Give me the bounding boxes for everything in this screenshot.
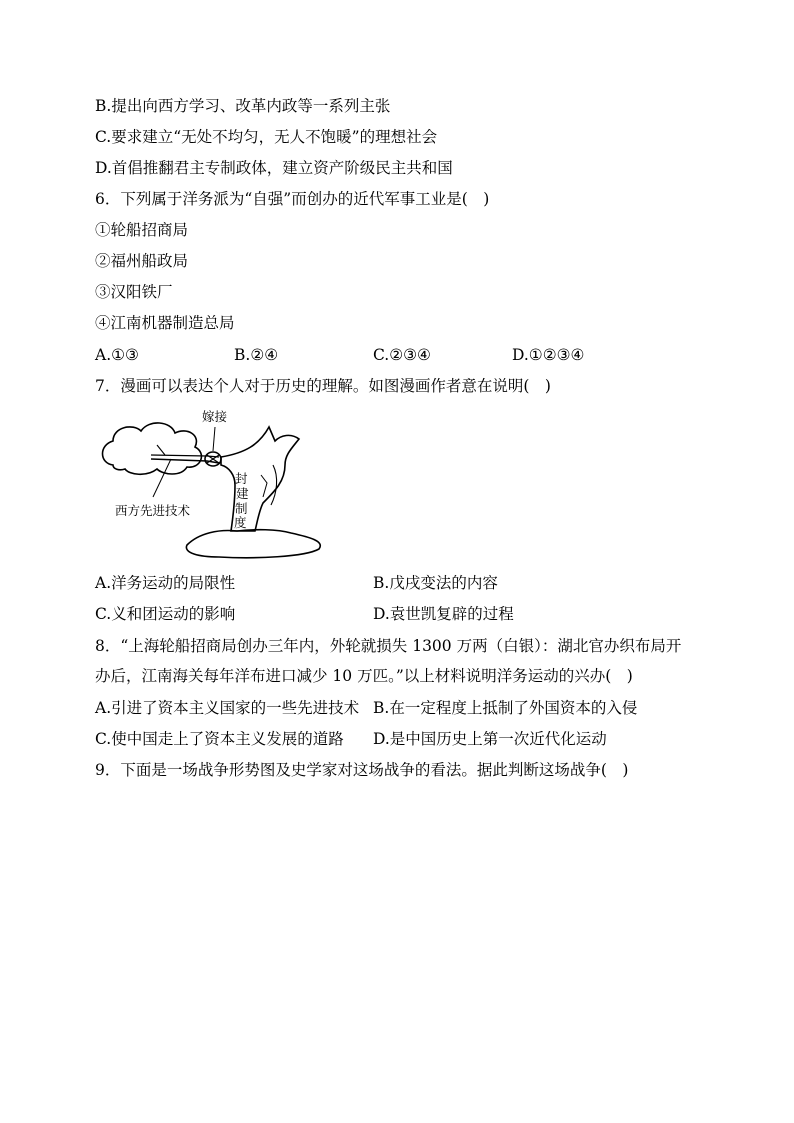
q6-option-d: D.①②③④ <box>512 346 585 364</box>
label-tree-2: 建 <box>236 486 249 501</box>
q7-option-c: C.义和团运动的影响 <box>95 605 236 623</box>
q8-option-a: A.引进了资本主义国家的一些先进技术 <box>95 699 360 717</box>
q6-item-1: ①轮船招商局 <box>95 221 189 239</box>
q6-option-a: A.①③ <box>95 346 139 364</box>
q8-option-c: C.使中国走上了资本主义发展的道路 <box>95 730 344 748</box>
q6-item-3: ③汉阳铁厂 <box>95 283 173 301</box>
label-graft: 嫁接 <box>202 409 228 424</box>
q6-item-4: ④江南机器制造总局 <box>95 314 235 332</box>
q8-option-b: B.在一定程度上抵制了外国资本的入侵 <box>373 699 638 717</box>
q7-stem: 7．漫画可以表达个人对于历史的理解。如图漫画作者意在说明( ) <box>95 377 551 395</box>
label-branch: 西方先进技术 <box>115 503 191 518</box>
q6-option-b: B.②④ <box>234 346 279 364</box>
q5-option-d: D.首倡推翻君主专制政体，建立资产阶级民主共和国 <box>95 159 453 177</box>
q7-option-d: D.袁世凯复辟的过程 <box>373 605 514 623</box>
label-tree-3: 制 <box>235 501 248 516</box>
q6-stem: 6．下列属于洋务派为“自强”而创办的近代军事工业是( ) <box>95 190 490 208</box>
q9-stem: 9．下面是一场战争形势图及史学家对这场战争的看法。据此判断这场战争( ) <box>95 761 629 779</box>
tree-trunk <box>221 427 299 531</box>
grafting-cartoon <box>95 405 360 565</box>
cloud-foliage <box>103 423 202 474</box>
ground <box>186 530 320 558</box>
label-tree-1: 封 <box>235 471 248 486</box>
cartoon-figure <box>95 405 360 565</box>
q5-option-c: C.要求建立“无处不均匀，无人不饱暖”的理想社会 <box>95 128 438 146</box>
q7-option-a: A.洋务运动的局限性 <box>95 574 236 592</box>
q5-option-b: B.提出向西方学习、改革内政等一系列主张 <box>95 97 391 115</box>
q7-option-b: B.戊戌变法的内容 <box>373 574 498 592</box>
q8-stem-line-1: 8．“上海轮船招商局创办三年内，外轮就损失 1300 万两（白银）：湖北官办织布局开 <box>95 637 682 655</box>
q8-stem-line-2: 办后，江南海关每年洋布进口减少 10 万匹。”以上材料说明洋务运动的兴办( ) <box>95 667 633 685</box>
label-tree-4: 度 <box>234 515 247 530</box>
q6-option-c: C.②③④ <box>373 346 431 364</box>
q6-item-2: ②福州船政局 <box>95 252 189 270</box>
q8-option-d: D.是中国历史上第一次近代化运动 <box>373 730 607 748</box>
